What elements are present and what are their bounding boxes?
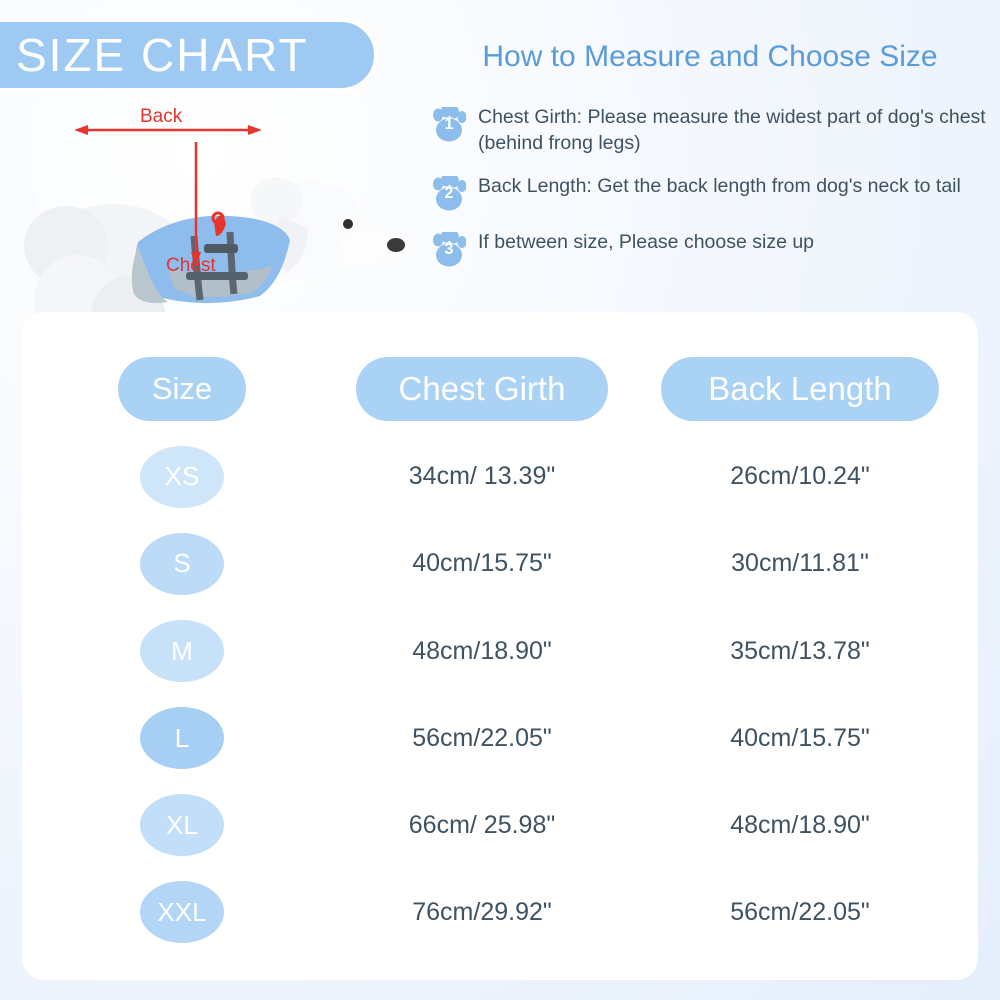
list-item	[432, 105, 992, 156]
table-row	[52, 433, 948, 520]
back-measure-label: Back	[140, 106, 183, 127]
chest-measure-label: Chest	[166, 255, 216, 276]
step-number: 3	[444, 241, 454, 259]
chest-girth-value: 56cm/22.05"	[412, 723, 552, 752]
instruction-text: If between size, Please choose size up	[478, 231, 815, 254]
size-label: XL	[140, 794, 224, 856]
paw-print-icon	[432, 232, 466, 268]
chest-girth-value: 66cm/ 25.98"	[408, 810, 556, 839]
paw-print-icon	[432, 107, 466, 143]
list-item	[432, 230, 992, 268]
table-row	[52, 869, 948, 956]
chest-girth-value: 40cm/15.75"	[412, 549, 552, 578]
size-label: XS	[140, 446, 224, 508]
step-number: 2	[444, 185, 454, 203]
back-length-value: 26cm/10.24"	[730, 462, 870, 491]
size-chart-title: SIZE CHART	[16, 29, 309, 81]
step-number: 1	[444, 116, 454, 133]
instruction-text: Chest Girth: Please measure the widest part of dog's chest (behind frong legs)	[478, 106, 986, 154]
instructions-list	[432, 105, 992, 286]
column-header-chest-girth: Chest Girth	[356, 357, 608, 421]
size-label: S	[140, 533, 224, 595]
list-item	[432, 174, 992, 212]
instruction-text: Back Length: Get the back length from dog's neck to tail	[478, 175, 961, 198]
back-length-value: 40cm/15.75"	[730, 723, 870, 752]
back-length-value: 35cm/13.78"	[730, 636, 870, 665]
column-header-back-length: Back Length	[661, 357, 939, 421]
size-label: M	[140, 620, 224, 682]
column-header-size: Size	[118, 357, 246, 421]
table-row	[52, 607, 948, 694]
table-header-row	[52, 350, 948, 427]
size-chart-table	[22, 312, 978, 980]
table-row	[52, 782, 948, 869]
paw-print-icon	[432, 176, 466, 212]
back-length-value: 56cm/22.05"	[730, 897, 870, 926]
back-length-value: 48cm/18.90"	[730, 810, 870, 839]
how-to-measure-title: How to Measure and Choose Size	[482, 40, 938, 73]
size-chart-badge	[0, 18, 378, 92]
back-length-value: 30cm/11.81"	[731, 549, 869, 578]
size-label: XXL	[140, 881, 224, 943]
chest-girth-value: 48cm/18.90"	[412, 636, 552, 665]
table-row	[52, 520, 948, 607]
table-row	[52, 695, 948, 782]
chest-girth-value: 76cm/29.92"	[412, 897, 552, 926]
size-label: L	[140, 707, 224, 769]
chest-girth-value: 34cm/ 13.39"	[408, 462, 556, 491]
